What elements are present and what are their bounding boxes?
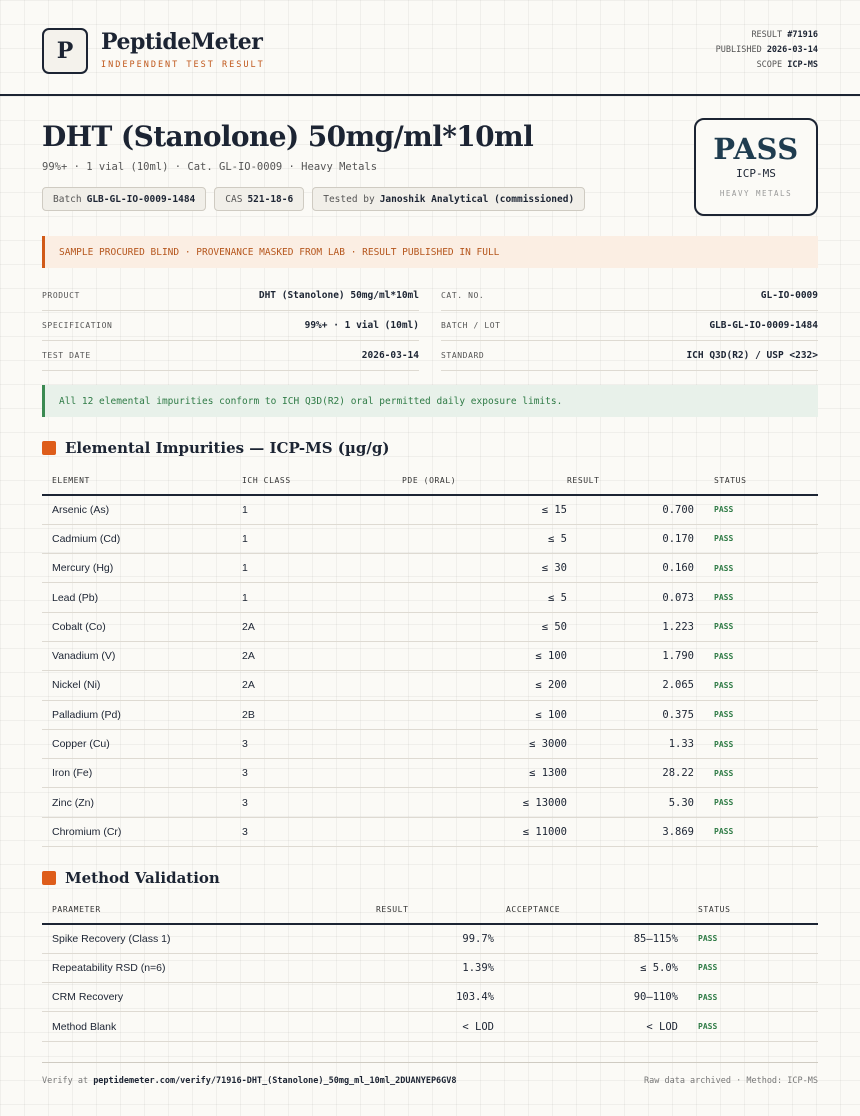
tested-by-chip: Tested by Janoshik Analytical (commissioned)	[312, 187, 585, 211]
cas-chip: CAS 521-18-6	[214, 187, 304, 211]
status-badge: PASS	[679, 924, 818, 953]
table-row	[42, 524, 818, 553]
parameter-cell: Method Blank	[42, 1012, 366, 1041]
pde-cell: ≤ 11000	[402, 817, 567, 846]
pde-cell: ≤ 3000	[402, 729, 567, 758]
acceptance-cell: < LOD	[494, 1012, 679, 1041]
parameter-cell: Repeatability RSD (n=6)	[42, 953, 366, 982]
col-result: RESULT	[366, 896, 494, 924]
status-badge: PASS	[679, 1012, 818, 1041]
pde-cell: ≤ 13000	[402, 788, 567, 817]
table-row	[42, 983, 818, 1012]
info-product: PRODUCT DHT (Stanolone) 50mg/ml*10ml	[42, 281, 419, 311]
status-badge: PASS	[695, 524, 818, 553]
validation-heading	[42, 869, 220, 887]
pde-cell: ≤ 5	[402, 583, 567, 612]
element-cell: Chromium (Cr)	[42, 817, 242, 846]
table-row	[42, 583, 818, 612]
footer-archive-note: Raw data archived · Method: ICP-MS	[644, 1076, 818, 1086]
parameter-cell: CRM Recovery	[42, 983, 366, 1012]
parameter-cell: Spike Recovery (Class 1)	[42, 924, 366, 953]
product-chips	[42, 187, 585, 211]
table-row	[42, 924, 818, 953]
info-row	[42, 341, 818, 371]
result-cell: 1.39%	[366, 953, 494, 982]
info-specification: SPECIFICATION 99%+ · 1 vial (10ml)	[42, 311, 419, 341]
table-row	[42, 788, 818, 817]
table-row	[42, 1012, 818, 1041]
table-row	[42, 554, 818, 583]
procurement-notice: SAMPLE PROCURED BLIND · PROVENANCE MASKED FROM LAB · RESULT PUBLISHED IN FULL	[42, 236, 818, 268]
result-cell: 2.065	[567, 671, 695, 700]
ich-class-cell: 2A	[242, 641, 402, 670]
section-marker-icon	[42, 441, 56, 455]
result-cell: 0.375	[567, 700, 695, 729]
result-cell: 5.30	[567, 788, 695, 817]
table-header-row	[42, 467, 818, 495]
col-result: RESULT	[567, 467, 695, 495]
stamp-scope: HEAVY METALS	[719, 189, 793, 198]
element-cell: Vanadium (V)	[42, 641, 242, 670]
report-footer	[42, 1062, 818, 1086]
info-row	[42, 311, 818, 341]
stamp-method: ICP-MS	[736, 167, 776, 180]
batch-chip: Batch GLB-GL-IO-0009-1484	[42, 187, 206, 211]
status-badge: PASS	[695, 554, 818, 583]
ich-class-cell: 3	[242, 759, 402, 788]
element-cell: Copper (Cu)	[42, 729, 242, 758]
pde-cell: ≤ 50	[402, 612, 567, 641]
impurities-heading-text: Elemental Impurities — ICP-MS (µg/g)	[65, 439, 390, 457]
ich-class-cell: 3	[242, 729, 402, 758]
info-row	[42, 281, 818, 311]
col-acceptance: ACCEPTANCE	[494, 896, 679, 924]
pde-cell: ≤ 100	[402, 641, 567, 670]
acceptance-cell: 90–110%	[494, 983, 679, 1012]
result-cell: 103.4%	[366, 983, 494, 1012]
result-id: RESULT #71916	[751, 30, 818, 40]
status-badge: PASS	[679, 983, 818, 1012]
pde-cell: ≤ 5	[402, 524, 567, 553]
ich-class-cell: 2A	[242, 612, 402, 641]
element-cell: Cadmium (Cd)	[42, 524, 242, 553]
status-badge: PASS	[695, 700, 818, 729]
product-title: DHT (Stanolone) 50mg/ml*10ml	[42, 120, 534, 153]
col-element: ELEMENT	[42, 467, 242, 495]
table-row	[42, 495, 818, 524]
stamp-verdict: PASS	[713, 132, 799, 166]
brand-tagline: INDEPENDENT TEST RESULT	[101, 60, 265, 70]
pde-cell: ≤ 200	[402, 671, 567, 700]
result-cell: 0.073	[567, 583, 695, 612]
element-cell: Cobalt (Co)	[42, 612, 242, 641]
status-badge: PASS	[695, 612, 818, 641]
product-subtitle: 99%+ · 1 vial (10ml) · Cat. GL-IO-0009 · Heavy Metals	[42, 161, 378, 173]
impurities-table	[42, 467, 818, 847]
scope: SCOPE ICP-MS	[756, 60, 818, 70]
status-badge: PASS	[695, 788, 818, 817]
ich-class-cell: 2B	[242, 700, 402, 729]
report-meta	[716, 28, 818, 73]
table-header-row	[42, 896, 818, 924]
info-standard: STANDARD ICH Q3D(R2) / USP <232>	[441, 341, 818, 371]
table-row	[42, 700, 818, 729]
result-cell: 0.170	[567, 524, 695, 553]
impurities-heading	[42, 439, 389, 457]
published-date: PUBLISHED 2026-03-14	[715, 45, 818, 55]
table-row	[42, 612, 818, 641]
brand-logo: P	[42, 28, 88, 74]
verify-line: Verify at peptidemeter.com/verify/71916-DHT_(Stanolone)_50mg_ml_10ml_2DUANYEP6GV8	[42, 1076, 457, 1086]
conformance-banner: All 12 elemental impurities conform to ICH Q3D(R2) oral permitted daily exposure limits.	[42, 385, 818, 417]
status-badge: PASS	[695, 641, 818, 670]
table-row	[42, 671, 818, 700]
result-cell: 1.33	[567, 729, 695, 758]
info-grid	[42, 281, 818, 371]
ich-class-cell: 2A	[242, 671, 402, 700]
status-badge: PASS	[695, 759, 818, 788]
status-badge: PASS	[695, 495, 818, 524]
table-row	[42, 759, 818, 788]
ich-class-cell: 1	[242, 495, 402, 524]
pde-cell: ≤ 1300	[402, 759, 567, 788]
info-batch-lot: BATCH / LOT GLB-GL-IO-0009-1484	[441, 311, 818, 341]
status-badge: PASS	[695, 817, 818, 846]
validation-heading-text: Method Validation	[65, 869, 220, 887]
ich-class-cell: 1	[242, 583, 402, 612]
element-cell: Arsenic (As)	[42, 495, 242, 524]
status-badge: PASS	[695, 729, 818, 758]
info-test-date: TEST DATE 2026-03-14	[42, 341, 419, 371]
col-ich-class: ICH CLASS	[242, 467, 402, 495]
brand-name: PeptideMeter	[101, 29, 263, 55]
result-cell: 28.22	[567, 759, 695, 788]
col-status: STATUS	[679, 896, 818, 924]
col-pde: PDE (ORAL)	[402, 467, 567, 495]
info-cat-no: CAT. NO. GL-IO-0009	[441, 281, 818, 311]
col-status: STATUS	[695, 467, 818, 495]
element-cell: Iron (Fe)	[42, 759, 242, 788]
table-row	[42, 953, 818, 982]
element-cell: Nickel (Ni)	[42, 671, 242, 700]
ich-class-cell: 1	[242, 524, 402, 553]
col-parameter: PARAMETER	[42, 896, 366, 924]
ich-class-cell: 3	[242, 788, 402, 817]
element-cell: Mercury (Hg)	[42, 554, 242, 583]
result-cell: 0.160	[567, 554, 695, 583]
ich-class-cell: 1	[242, 554, 402, 583]
pde-cell: ≤ 30	[402, 554, 567, 583]
acceptance-cell: ≤ 5.0%	[494, 953, 679, 982]
pass-stamp	[694, 118, 818, 216]
result-cell: < LOD	[366, 1012, 494, 1041]
result-cell: 99.7%	[366, 924, 494, 953]
ich-class-cell: 3	[242, 817, 402, 846]
element-cell: Zinc (Zn)	[42, 788, 242, 817]
table-row	[42, 729, 818, 758]
verify-link[interactable]: peptidemeter.com/verify/71916-DHT_(Stanolone)_50mg_ml_10ml_2DUANYEP6GV8	[93, 1076, 457, 1086]
status-badge: PASS	[695, 671, 818, 700]
acceptance-cell: 85–115%	[494, 924, 679, 953]
pde-cell: ≤ 15	[402, 495, 567, 524]
table-row	[42, 817, 818, 846]
status-badge: PASS	[695, 583, 818, 612]
section-marker-icon	[42, 871, 56, 885]
result-cell: 0.700	[567, 495, 695, 524]
pde-cell: ≤ 100	[402, 700, 567, 729]
table-row	[42, 641, 818, 670]
validation-table	[42, 896, 818, 1042]
status-badge: PASS	[679, 953, 818, 982]
element-cell: Palladium (Pd)	[42, 700, 242, 729]
result-cell: 1.223	[567, 612, 695, 641]
report-header	[0, 0, 860, 96]
result-cell: 3.869	[567, 817, 695, 846]
result-cell: 1.790	[567, 641, 695, 670]
element-cell: Lead (Pb)	[42, 583, 242, 612]
